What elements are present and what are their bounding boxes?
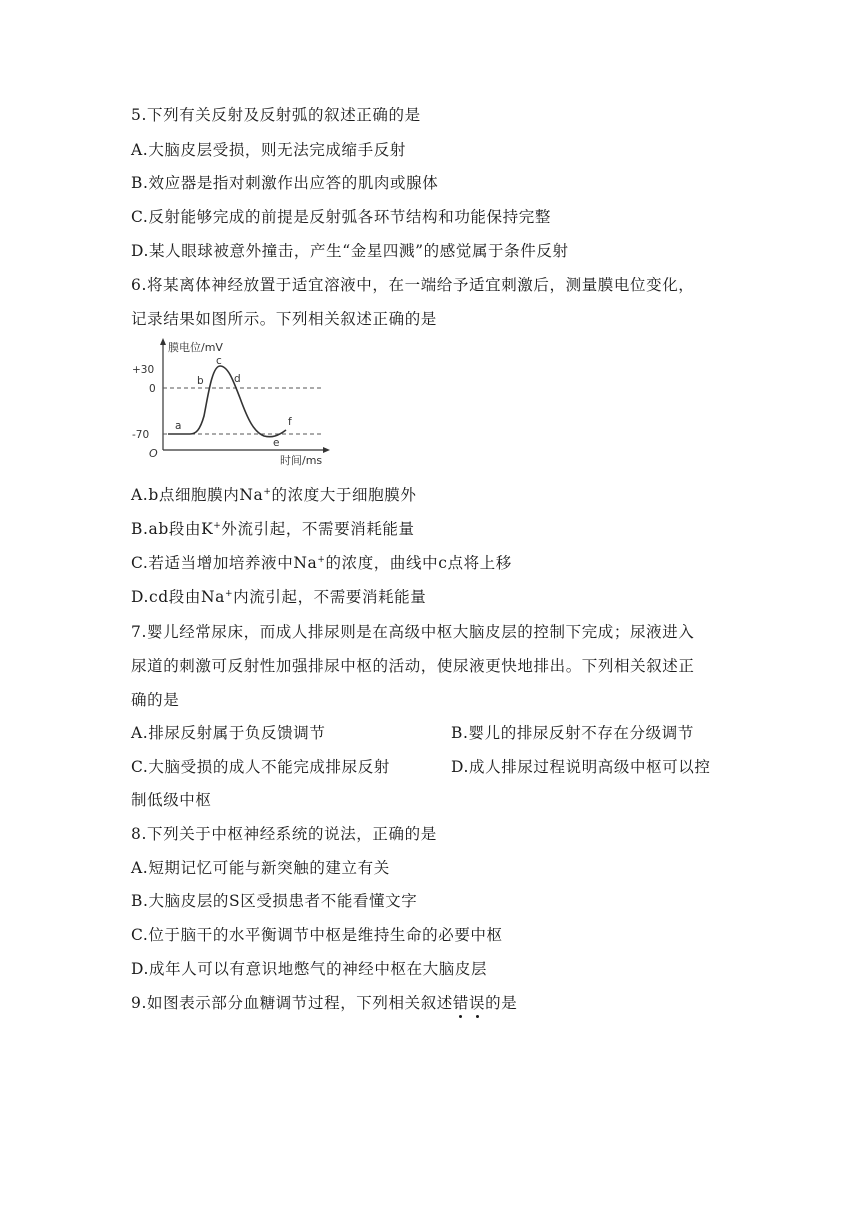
point-label-b: b <box>197 375 204 387</box>
q7-stem-line1: 7.婴儿经常尿床，而成人排尿则是在高级中枢大脑皮层的控制下完成；尿液进入 <box>131 623 695 641</box>
q6-option-d: D.cd段由Na+内流引起，不需要消耗能量 <box>131 588 427 606</box>
tick-label-minus70: -70 <box>132 429 150 441</box>
q5-option-b: B.效应器是指对刺激作出应答的肌肉或腺体 <box>131 174 439 192</box>
q7-option-b: B.婴儿的排尿反射不存在分级调节 <box>451 724 694 742</box>
point-label-f: f <box>288 416 292 428</box>
q7-option-d-continued: 制低级中枢 <box>131 791 212 809</box>
q5-option-d: D.某人眼球被意外撞击，产生“金星四溅”的感觉属于条件反射 <box>131 242 569 260</box>
q6-stem-line2: 记录结果如图所示。下列相关叙述正确的是 <box>131 310 437 328</box>
point-label-d: d <box>234 373 241 385</box>
q8-option-d: D.成年人可以有意识地憋气的神经中枢在大脑皮层 <box>131 960 488 978</box>
q6-stem-line1: 6.将某离体神经放置于适宜溶液中，在一端给予适宜刺激后，测量膜电位变化， <box>131 276 695 294</box>
q8-option-b: B.大脑皮层的S区受损患者不能看懂文字 <box>131 892 418 910</box>
q7-stem-line3: 确的是 <box>131 691 180 709</box>
y-axis-label: 膜电位/mV <box>168 341 223 354</box>
membrane-potential-graph <box>128 336 360 472</box>
q6-option-b: B.ab段由K+外流引起，不需要消耗能量 <box>131 520 415 538</box>
q6-option-c: C.若适当增加培养液中Na+的浓度，曲线中c点将上移 <box>131 554 512 572</box>
point-label-c: c <box>216 355 222 367</box>
q5-stem: 5.下列有关反射及反射弧的叙述正确的是 <box>131 106 421 124</box>
tick-label-plus30: +30 <box>132 364 155 376</box>
origin-label: O <box>149 447 158 460</box>
q5-option-c: C.反射能够完成的前提是反射弧各环节结构和功能保持完整 <box>131 208 551 226</box>
q7-option-c: C.大脑受损的成人不能完成排尿反射 <box>131 758 390 776</box>
q8-option-c: C.位于脑干的水平衡调节中枢是维持生命的必要中枢 <box>131 926 503 944</box>
y-axis-arrow <box>160 338 166 345</box>
q9-stem: 9.如图表示部分血糖调节过程，下列相关叙述错误的是 <box>131 994 518 1012</box>
q8-stem: 8.下列关于中枢神经系统的说法，正确的是 <box>131 825 437 843</box>
q7-stem-line2: 尿道的刺激可反射性加强排尿中枢的活动，使尿液更快地排出。下列相关叙述正 <box>131 657 695 675</box>
q6-option-a: A.b点细胞膜内Na+的浓度大于细胞膜外 <box>131 486 417 504</box>
point-label-e: e <box>273 437 280 449</box>
q8-option-a: A.短期记忆可能与新突触的建立有关 <box>131 859 390 877</box>
x-axis-label: 时间/ms <box>280 454 323 467</box>
emphasis-char: 错 <box>452 994 469 1012</box>
q7-option-d: D.成人排尿过程说明高级中枢可以控 <box>451 758 711 776</box>
tick-label-0: 0 <box>149 383 156 395</box>
potential-curve <box>168 366 286 437</box>
x-axis-arrow <box>323 447 330 453</box>
emphasis-char: 误 <box>469 994 486 1012</box>
point-label-a: a <box>175 420 182 432</box>
q5-option-a: A.大脑皮层受损，则无法完成缩手反射 <box>131 141 406 159</box>
q7-option-a: A.排尿反射属于负反馈调节 <box>131 724 326 742</box>
